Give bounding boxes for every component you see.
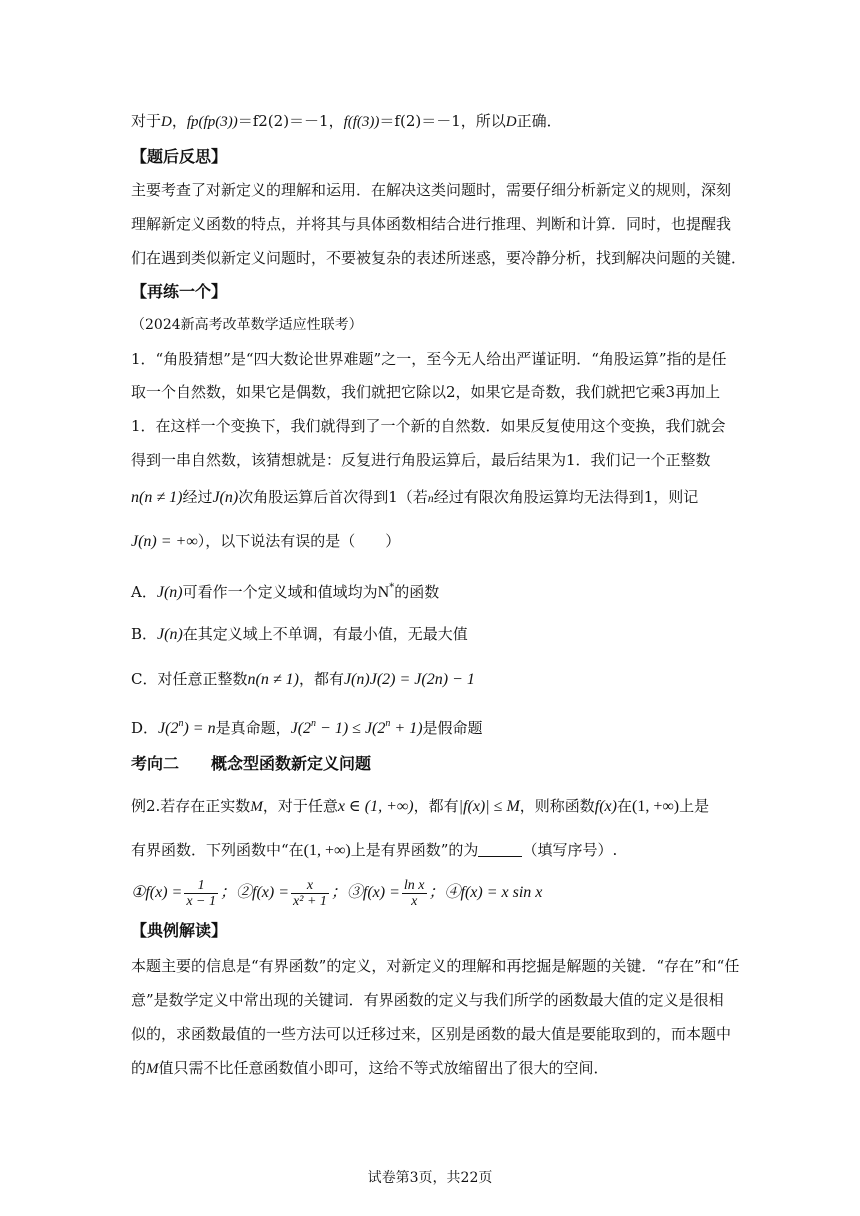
math: J(n) = +∞ bbox=[131, 533, 198, 550]
question-line: 得到一串自然数，该猜想就是：反复进行角股运算后，最后结果为1．我们记一个正整数 bbox=[131, 451, 711, 469]
math: f(x) bbox=[594, 798, 617, 815]
math: D bbox=[505, 114, 517, 130]
math: + 1) bbox=[390, 720, 423, 737]
math: ；③f(x) = bbox=[330, 884, 400, 901]
example-line bbox=[131, 1058, 609, 1079]
math: N bbox=[377, 584, 390, 601]
text: 正确． bbox=[516, 112, 562, 130]
text: 例2.若存在正实数 bbox=[131, 797, 251, 815]
text: 的 bbox=[131, 1059, 147, 1077]
math: J(2 bbox=[158, 720, 179, 737]
math: |f(x)| ≤ M bbox=[458, 798, 520, 815]
denominator: x² + 1 bbox=[293, 893, 327, 909]
function-options bbox=[131, 876, 542, 909]
option-a bbox=[131, 578, 439, 603]
math: J(n) bbox=[156, 584, 183, 601]
text: 值只需不比任意函数值小即可，这给不等式放缩留出了很大的空间． bbox=[158, 1059, 609, 1077]
question-line: 1．“角股猜想”是“四大数论世界难题”之一，至今无人给出严谨证明．“角股运算”指的是任 bbox=[131, 350, 727, 368]
text: 经过有限次角股运算均无法得到1，则记 bbox=[433, 488, 699, 506]
text: 的函数 bbox=[394, 583, 440, 601]
math: n bbox=[427, 491, 434, 505]
denominator: x − 1 bbox=[186, 893, 217, 909]
text: ，对于任意 bbox=[262, 797, 338, 815]
math: n(n ≠ 1) bbox=[131, 489, 183, 506]
math: ) = n bbox=[183, 720, 216, 737]
text: ＝f(2)＝－1，所以 bbox=[379, 112, 506, 130]
text: 在 bbox=[616, 797, 632, 815]
math: J(2 bbox=[290, 720, 312, 737]
question-line bbox=[131, 487, 698, 508]
reflection-line: 主要考查了对新定义的理解和运用．在解决这类问题时，需要仔细分析新定义的规则，深刻 bbox=[131, 181, 732, 199]
example-line: 意”是数学定义中常出现的关键词．有界函数的定义与我们所学的函数最大值的定义是很相 bbox=[131, 991, 724, 1009]
fraction bbox=[291, 878, 329, 909]
page-footer: 试卷第3页，共22页 bbox=[367, 1170, 493, 1186]
math: M bbox=[146, 1061, 159, 1077]
fraction bbox=[184, 878, 218, 909]
math: ；④f(x) = x sin x bbox=[428, 884, 543, 901]
section-title: 考向二 概念型函数新定义问题 bbox=[131, 754, 372, 773]
denominator: x bbox=[411, 893, 418, 909]
option-d bbox=[131, 714, 483, 739]
text: 经过 bbox=[182, 488, 213, 506]
math: n bbox=[311, 718, 317, 729]
math: f(f(3)) bbox=[343, 114, 380, 130]
text: 上是 bbox=[679, 797, 710, 815]
math: x ∈ (1, +∞) bbox=[337, 798, 414, 815]
math: n bbox=[385, 718, 391, 729]
option-label: C． bbox=[131, 670, 158, 688]
text: ，则称函数 bbox=[519, 797, 595, 815]
math: − 1) ≤ J(2 bbox=[316, 720, 386, 737]
reflection-line: 们在遇到类似新定义问题时，不要被复杂的表述所迷惑，要冷静分析，找到解决问题的关键． bbox=[131, 249, 747, 267]
math: fp(fp(3)) bbox=[186, 114, 238, 130]
option-c bbox=[131, 669, 475, 690]
option-d-analysis bbox=[131, 111, 562, 132]
text: 是假命题 bbox=[422, 719, 483, 737]
math: n bbox=[178, 718, 184, 729]
question-source: （2024新高考改革数学适应性联考） bbox=[131, 317, 363, 333]
question-line: 取一个自然数，如果它是偶数，我们就把它除以2，如果它是奇数，我们就把它乘3再加上 bbox=[131, 383, 721, 401]
option-b bbox=[131, 624, 468, 645]
text: 可看作一个定义域和值域均为 bbox=[182, 583, 378, 601]
example-line: 似的，求函数最值的一些方法可以迁移过来，区别是函数的最大值是要能取到的，而本题中 bbox=[131, 1025, 732, 1043]
text: ＝f2(2)＝－1， bbox=[237, 112, 344, 130]
fraction bbox=[402, 878, 427, 909]
text: 次角股运算后首次得到1（若 bbox=[238, 488, 428, 506]
text: 在其定义域上不单调，有最小值，无最大值 bbox=[182, 625, 468, 643]
example-line: 本题主要的信息是“有界函数”的定义，对新定义的理解和再挖掘是解题的关键．“存在”和“任 bbox=[131, 957, 740, 975]
numerator: 1 bbox=[184, 878, 218, 894]
reflection-line: 理解新定义函数的特点，并将其与具体函数相结合进行推理、判断和计算．同时，也提醒我 bbox=[131, 215, 732, 233]
option-label: B． bbox=[131, 625, 158, 643]
math: M bbox=[250, 799, 263, 815]
text: （填写序号）. bbox=[522, 841, 618, 859]
example-question-line bbox=[131, 840, 617, 861]
option-label: D． bbox=[131, 719, 159, 737]
math: (1, +∞) bbox=[632, 798, 680, 815]
text: 对于 bbox=[131, 112, 162, 130]
text: 是真命题， bbox=[215, 719, 291, 737]
math: (1, +∞) bbox=[303, 842, 351, 859]
heading-practice: 【再练一个】 bbox=[131, 282, 228, 301]
text: ），以下说法有误的是（ ） bbox=[197, 532, 401, 550]
heading-reflection: 【题后反思】 bbox=[131, 147, 228, 166]
math: * bbox=[389, 582, 395, 593]
math: J(n) bbox=[157, 626, 183, 643]
math: n(n ≠ 1) bbox=[247, 671, 299, 688]
math: ；②f(x) = bbox=[220, 884, 290, 901]
numerator: x bbox=[291, 878, 329, 894]
math: ①f(x) = bbox=[131, 884, 183, 901]
example-question-line bbox=[131, 796, 709, 817]
question-line: 1．在这样一个变换下，我们就得到了一个新的自然数．如果反复使用这个变换，我们就会 bbox=[131, 417, 726, 435]
answer-blank[interactable] bbox=[478, 842, 522, 857]
option-label: A． bbox=[131, 583, 157, 601]
text: ，都有 bbox=[413, 797, 459, 815]
math: D bbox=[161, 114, 172, 130]
text: 上是有界函数”的为 bbox=[350, 841, 479, 859]
text: 有界函数．下列函数中“在 bbox=[131, 841, 304, 859]
text: ， bbox=[171, 112, 187, 130]
text: ，都有 bbox=[298, 670, 344, 688]
heading-example: 【典例解读】 bbox=[131, 921, 228, 940]
text: 对任意正整数 bbox=[157, 670, 248, 688]
math: J(n) bbox=[212, 489, 239, 506]
math: J(n)J(2) = J(2n) − 1 bbox=[343, 671, 475, 688]
question-line bbox=[131, 531, 400, 552]
numerator: ln x bbox=[403, 877, 425, 893]
